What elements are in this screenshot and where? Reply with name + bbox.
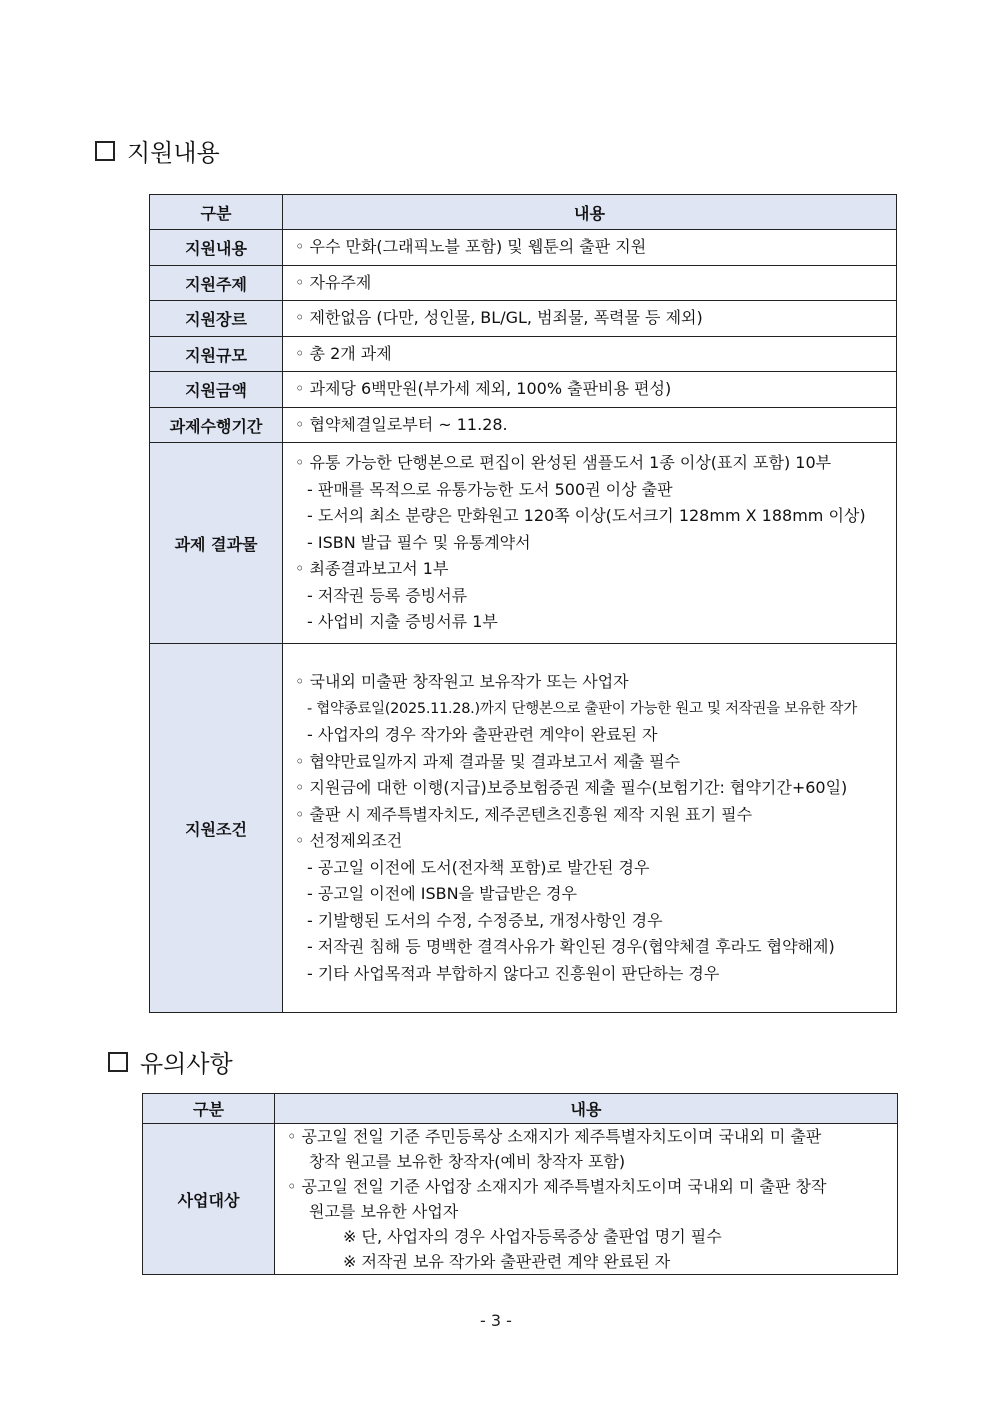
row-label: 과제수행기간	[150, 408, 283, 443]
content-line: ◦ 과제당 6백만원(부가세 제외, 100% 출판비용 편성)	[295, 379, 672, 399]
content-line: - 공고일 이전에 ISBN을 발급받은 경우	[307, 884, 577, 903]
table-row	[150, 644, 897, 1013]
table-row	[150, 443, 897, 644]
content-line: - 저작권 등록 증빙서류	[307, 585, 468, 605]
content-line: ◦ 제한없음 (다만, 성인물, BL/GL, 범죄물, 폭력물 등 제외)	[295, 308, 703, 328]
table-header-row	[150, 195, 897, 230]
table-row	[150, 337, 897, 372]
content-line: ◦ 선정제외조건	[295, 831, 403, 850]
table-row	[150, 408, 897, 443]
content-line: ◦ 총 2개 과제	[295, 343, 392, 363]
content-line: ◦ 우수 만화(그래픽노블 포함) 및 웹툰의 출판 지원	[295, 237, 647, 257]
row-label: 지원주제	[150, 266, 283, 301]
content-line: - ISBN 발급 필수 및 유통계약서	[307, 532, 531, 552]
row-label: 지원규모	[150, 337, 283, 372]
content-line: ◦ 최종결과보고서 1부	[295, 559, 449, 579]
content-line: ◦ 국내외 미출판 창작원고 보유작가 또는 사업자	[295, 672, 629, 691]
checkbox-icon	[95, 141, 115, 161]
content-line: 원고를 보유한 사업자	[309, 1202, 459, 1221]
table-header-row	[143, 1094, 898, 1124]
row-label: 지원조건	[150, 644, 283, 1013]
row-label: 지원내용	[150, 230, 283, 266]
content-line: ◦ 공고일 전일 기준 주민등록상 소재지가 제주특별자치도이며 국내외 미 출판	[287, 1127, 822, 1146]
header-content: 내용	[283, 195, 897, 230]
table-row	[143, 1124, 898, 1275]
section-title-text: 유의사항	[140, 1050, 233, 1078]
header-content: 내용	[275, 1094, 898, 1124]
header-category: 구분	[150, 195, 283, 230]
content-line: - 기타 사업목적과 부합하지 않다고 진흥원이 판단하는 경우	[307, 963, 720, 983]
row-label: 과제 결과물	[150, 443, 283, 644]
section-title-text: 지원내용	[127, 139, 220, 167]
content-line: ◦ 공고일 전일 기준 사업장 소재지가 제주특별자치도이며 국내외 미 출판 창작	[287, 1177, 827, 1196]
checkbox-icon	[108, 1052, 128, 1072]
content-line: - 저작권 침해 등 명백한 결격사유가 확인된 경우(협약체결 후라도 협약해제)	[307, 937, 835, 956]
content-line: ※ 단, 사업자의 경우 사업자등록증상 출판업 명기 필수	[343, 1227, 722, 1246]
section-title-notes	[108, 1044, 233, 1079]
content-line: ◦ 출판 시 제주특별자치도, 제주콘텐츠진흥원 제작 지원 표기 필수	[295, 804, 753, 824]
content-line: - 사업비 지출 증빙서류 1부	[307, 612, 498, 632]
row-label: 지원금액	[150, 372, 283, 408]
content-line: 창작 원고를 보유한 창작자(예비 창작자 포함)	[309, 1152, 626, 1171]
page-number: - 3 -	[480, 1311, 512, 1330]
table-row	[150, 301, 897, 337]
header-category: 구분	[143, 1094, 275, 1124]
content-line: ◦ 협약체결일로부터 ~ 11.28.	[295, 414, 508, 434]
content-line: - 도서의 최소 분량은 만화원고 120쪽 이상(도서크기 128mm X 188mm 이상)	[307, 506, 866, 526]
content-line: ※ 저작권 보유 작가와 출판관련 계약 완료된 자	[343, 1252, 671, 1271]
content-line: ◦ 협약만료일까지 과제 결과물 및 결과보고서 제출 필수	[295, 751, 681, 771]
content-line: - 기발행된 도서의 수정, 수정증보, 개정사항인 경우	[307, 910, 663, 930]
content-line: - 사업자의 경우 작가와 출판관련 계약이 완료된 자	[307, 725, 658, 744]
content-line: - 공고일 이전에 도서(전자책 포함)로 발간된 경우	[307, 857, 650, 877]
content-line: ◦ 유통 가능한 단행본으로 편집이 완성된 샘플도서 1종 이상(표지 포함) 10부	[295, 453, 832, 473]
table-row	[150, 372, 897, 408]
content-line: ◦ 지원금에 대한 이행(지급)보증보험증권 제출 필수(보험기간: 협약기간+60일)	[295, 778, 848, 797]
row-label: 지원장르	[150, 301, 283, 337]
table-row	[150, 230, 897, 266]
content-line: ◦ 자유주제	[295, 272, 372, 292]
content-line: - 협약종료일(2025.11.28.)까지 단행본으로 출판이 가능한 원고 및 저작권을 보유한 작가	[307, 700, 857, 717]
section-title-support	[95, 133, 220, 168]
content-line: - 판매를 목적으로 유통가능한 도서 500권 이상 출판	[307, 479, 673, 499]
row-label: 사업대상	[143, 1124, 275, 1275]
notes-table	[142, 1093, 898, 1275]
support-content-table	[149, 194, 897, 1013]
table-row	[150, 266, 897, 301]
